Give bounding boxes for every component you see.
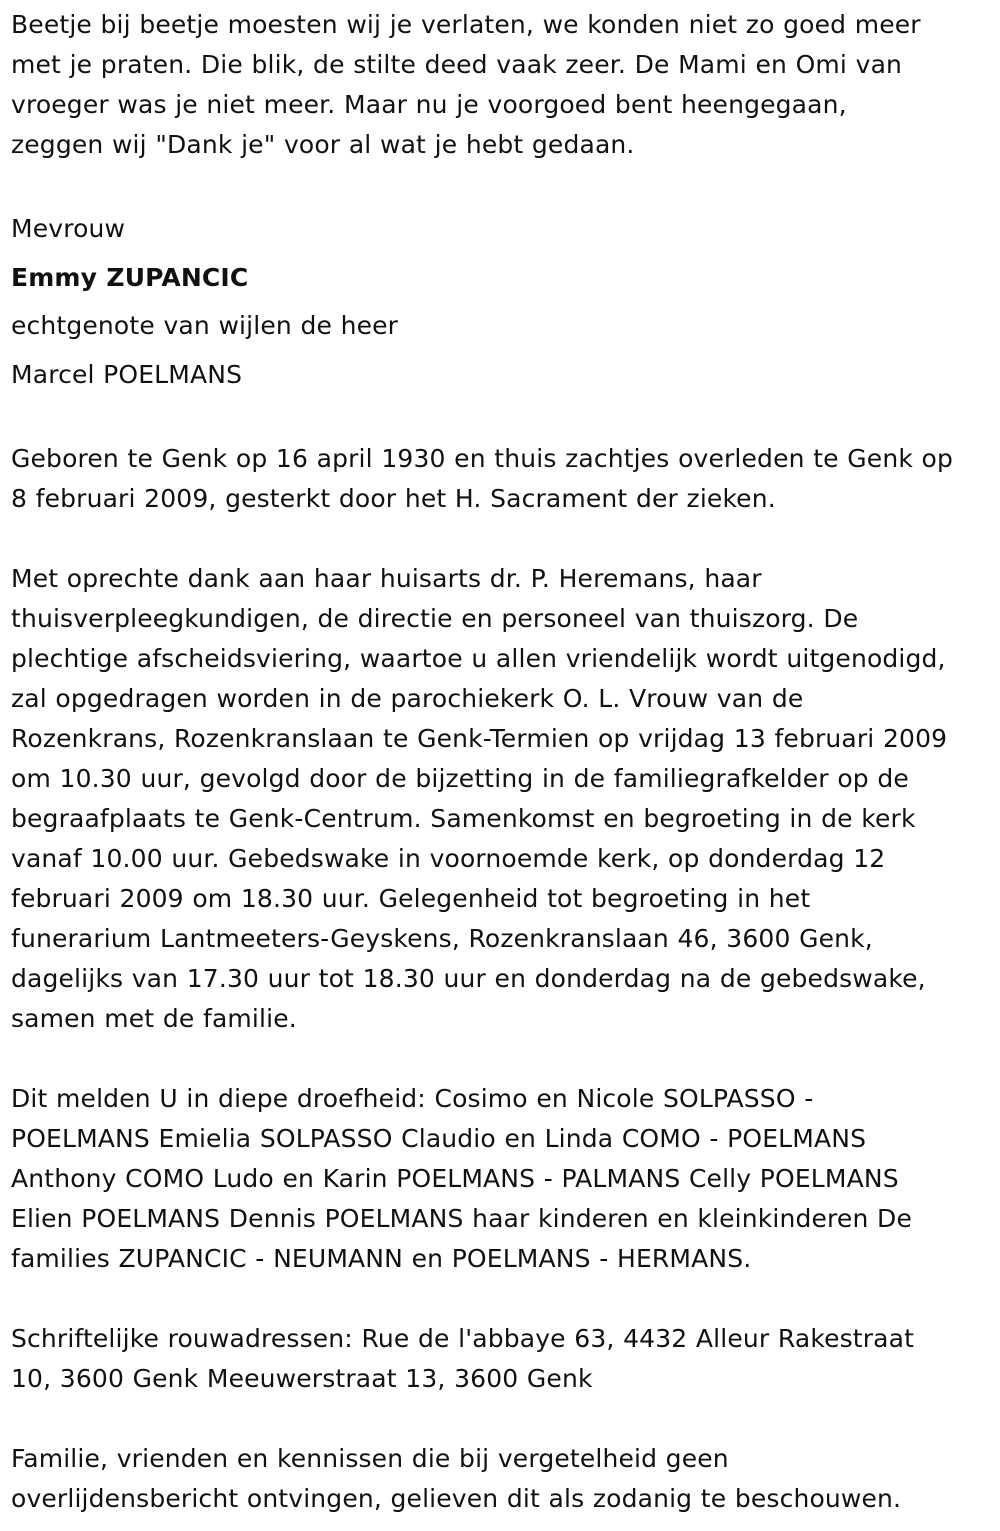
spouse-relation: echtgenote van wijlen de heer (11, 311, 399, 340)
family-line: families ZUPANCIC - NEUMANN en POELMANS - HERMANS. (11, 1244, 752, 1273)
obituary-page (0, 5, 1000, 1531)
address-line: Schriftelijke rouwadressen: Rue de l'abbaye 63, 4432 Alleur Rakestraat (11, 1324, 915, 1353)
birth-line: Geboren te Genk op 16 april 1930 en thuis zachtjes overleden te Genk op (11, 444, 954, 473)
spouse-name: Marcel POELMANS (11, 359, 243, 389)
info-line: begraafplaats te Genk-Centrum. Samenkomst en begroeting in de kerk (11, 804, 916, 833)
ceremony-info (11, 559, 990, 1039)
info-line: om 10.30 uur, gevolgd door de bijzetting in de familiegrafkelder op de (11, 764, 909, 793)
family-line: Elien POELMANS Dennis POELMANS haar kinderen en kleinkinderen De (11, 1204, 912, 1233)
condolence-addresses (11, 1319, 990, 1399)
closing-line: overlijdensbericht ontvingen, gelieven dit als zodanig te beschouwen. (11, 1484, 902, 1513)
info-line: zal opgedragen worden in de parochiekerk O. L. Vrouw van de (11, 684, 804, 713)
birth-line: 8 februari 2009, gesterkt door het H. Sacrament der zieken. (11, 484, 776, 513)
info-line: Rozenkrans, Rozenkranslaan te Genk-Termien op vrijdag 13 februari 2009 (11, 724, 948, 753)
closing-note (11, 1439, 990, 1519)
info-line: februari 2009 om 18.30 uur. Gelegenheid tot begroeting in het (11, 884, 811, 913)
family-line: Dit melden U in diepe droefheid: Cosimo en Nicole SOLPASSO - (11, 1084, 814, 1113)
family-line: Anthony COMO Ludo en Karin POELMANS - PALMANS Celly POELMANS (11, 1164, 899, 1193)
info-line: plechtige afscheidsviering, waartoe u allen vriendelijk wordt uitgenodigd, (11, 644, 946, 673)
info-line: vanaf 10.00 uur. Gebedswake in voornoemde kerk, op donderdag 12 (11, 844, 886, 873)
family-line: POELMANS Emielia SOLPASSO Claudio en Linda COMO - POELMANS (11, 1124, 867, 1153)
deceased-header (11, 205, 990, 399)
family-announcement (11, 1079, 990, 1279)
intro-line: met je praten. Die blik, de stilte deed vaak zeer. De Mami en Omi van (11, 50, 903, 79)
intro-line: vroeger was je niet meer. Maar nu je voorgoed bent heengegaan, (11, 90, 847, 119)
intro-line: zeggen wij "Dank je" voor al wat je hebt gedaan. (11, 130, 635, 159)
address-line: 10, 3600 Genk Meeuwerstraat 13, 3600 Genk (11, 1364, 593, 1393)
spacer (11, 1039, 990, 1079)
spacer (11, 399, 990, 439)
info-line: funerarium Lantmeeters-Geyskens, Rozenkranslaan 46, 3600 Genk, (11, 924, 873, 953)
info-line: Met oprechte dank aan haar huisarts dr. P. Heremans, haar (11, 564, 762, 593)
intro-poem (11, 5, 990, 165)
closing-line: Familie, vrienden en kennissen die bij vergetelheid geen (11, 1444, 729, 1473)
info-line: thuisverpleegkundigen, de directie en personeel van thuiszorg. De (11, 604, 859, 633)
info-line: dagelijks van 17.30 uur tot 18.30 uur en donderdag na de gebedswake, (11, 964, 926, 993)
salutation: Mevrouw (11, 214, 126, 243)
spacer (11, 519, 990, 559)
spacer (11, 165, 990, 205)
info-line: samen met de familie. (11, 1004, 297, 1033)
intro-line: Beetje bij beetje moesten wij je verlaten, we konden niet zo goed meer (11, 10, 921, 39)
spacer (11, 1399, 990, 1439)
spacer (11, 1279, 990, 1319)
birth-death-info (11, 439, 990, 519)
deceased-name: Emmy ZUPANCIC (11, 262, 249, 292)
